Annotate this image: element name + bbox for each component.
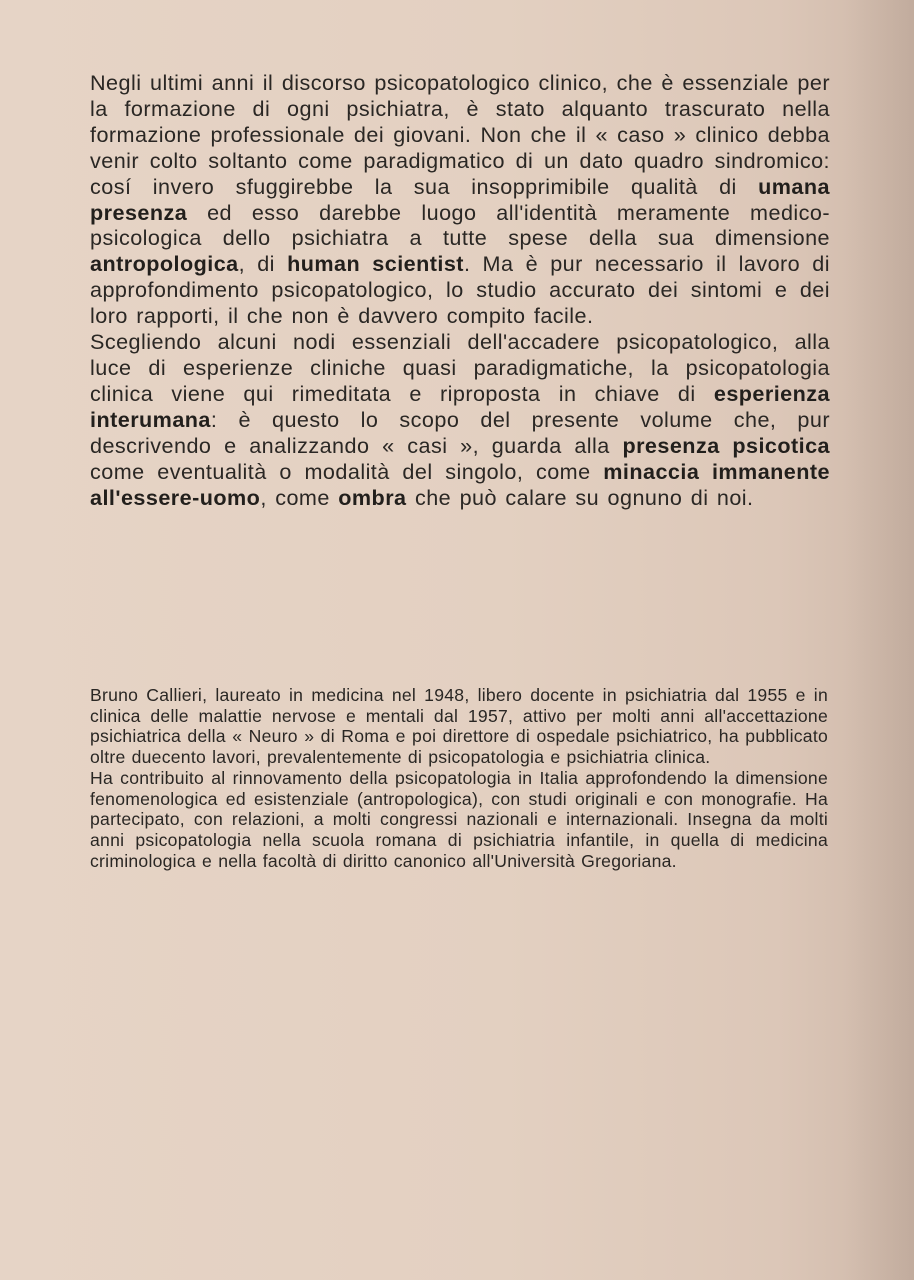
blurb-text: Negli ultimi anni il discorso psicopatologico clinico, che è essenziale per la formazione di ogni psichiatra, è stato alquanto trascurato nella formazione professionale dei giovani. Non che il « caso » clinico debba venir colto soltanto come paradigmatico di un dato quadro sindromico: cosí invero sfuggirebbe la sua insopprimibile qualità di <box>90 70 830 199</box>
blurb-text: ed esso darebbe luogo all'identità meramente medico-psicologica dello psichiatra a tutte spese della sua dimensione <box>90 199 830 251</box>
blurb-emphasis: umana presenza <box>90 173 830 225</box>
blurb-text: : è questo lo scopo del presente volume che, pur descrivendo e analizzando « casi », guarda alla <box>90 406 830 458</box>
blurb-emphasis: human scientist <box>287 251 464 277</box>
blurb-emphasis: antropologica <box>90 251 239 277</box>
author-bio-section <box>90 685 828 871</box>
blurb-text: come eventualità o modalità del singolo, come <box>90 458 604 484</box>
blurb-text: , come <box>260 484 339 510</box>
blurb-text: che può calare su ognuno di noi. <box>406 484 754 510</box>
blurb-section <box>90 70 830 510</box>
blurb-paragraph-1 <box>90 70 830 329</box>
blurb-text: . Ma è pur necessario il lavoro di approfondimento psicopatologico, lo studio accurato dei sintomi e dei loro rapporti, il che non è davvero compito facile. <box>90 251 831 329</box>
blurb-text: Scegliendo alcuni nodi essenziali dell'accadere psicopatologico, alla luce di esperienze cliniche quasi paradigmatiche, la psicopatologia clinica viene qui rimeditata e riproposta in chiave di <box>90 329 830 406</box>
blurb-emphasis: ombra <box>338 484 407 510</box>
blurb-paragraph-2 <box>90 329 830 510</box>
author-bio-paragraph-2: Ha contribuito al rinnovamento della psicopatologia in Italia approfondendo la dimensione fenomenologica ed esistenziale (antropologica), con studi originali e con monografie. Ha partecipato, con relazioni, a molti congressi nazionali e internazionali. Insegna da molti anni psicopatologia nella scuola romana di psichiatria infantile, in quella di medicina criminologica e nella facoltà di diritto canonico all'Università Gregoriana. <box>90 767 828 871</box>
blurb-text: , di <box>238 251 288 277</box>
blurb-emphasis: minaccia immanente all'essere-uomo <box>90 458 831 510</box>
blurb-emphasis: esperienza interumana <box>90 380 830 432</box>
page-edge-shadow <box>844 0 914 1280</box>
blurb-emphasis: presenza psicotica <box>622 432 830 458</box>
author-bio-paragraph-1: Bruno Callieri, laureato in medicina nel 1948, libero docente in psichiatria dal 1955 e in clinica delle malattie nervose e mentali dal 1957, attivo per molti anni all'accettazione psichiatrica della « Neuro » di Roma e poi direttore di ospedale psichiatrico, ha pubblicato oltre duecento lavori, prevalentemente di psicopatologia e psichiatria clinica. <box>90 685 828 768</box>
